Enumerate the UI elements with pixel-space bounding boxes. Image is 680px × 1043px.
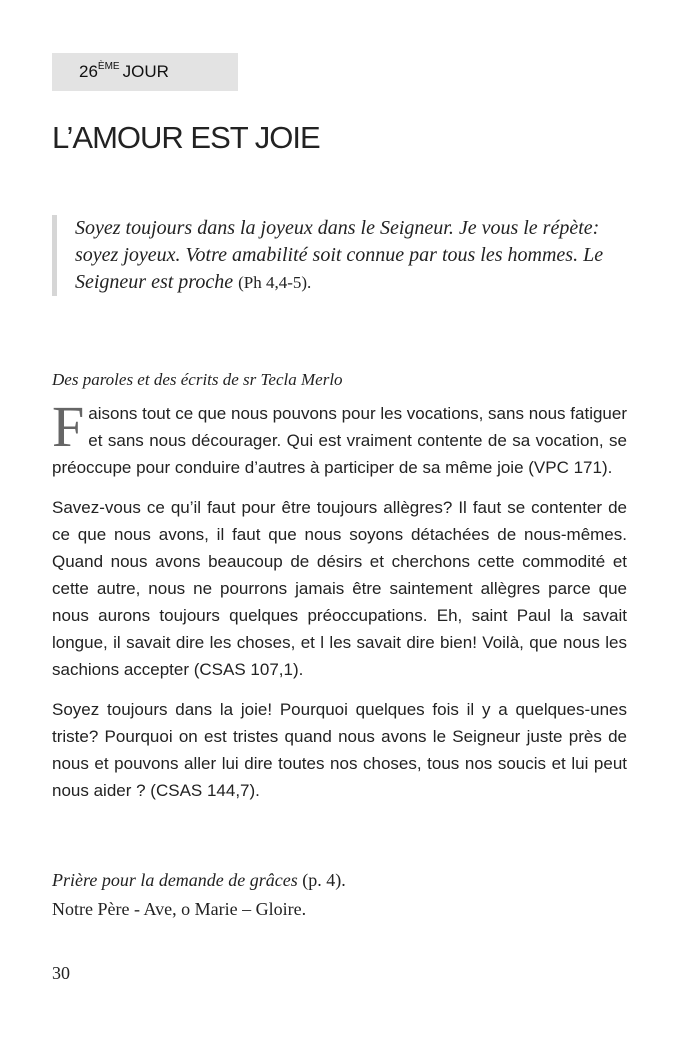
prayer-page-ref: (p. 4). bbox=[297, 870, 346, 890]
prayer-line-2: Notre Père - Ave, o Marie – Gloire. bbox=[52, 899, 307, 919]
prayer-line-1 bbox=[52, 866, 346, 895]
prayer-section bbox=[52, 866, 346, 924]
body-text bbox=[52, 394, 627, 817]
quote-reference: (Ph 4,4-5). bbox=[238, 273, 312, 292]
source-line: Des paroles et des écrits de sr Tecla Merlo bbox=[52, 370, 343, 389]
day-word: JOUR bbox=[122, 62, 169, 81]
prayer-title: Prière pour la demande de grâces bbox=[52, 870, 298, 890]
day-number: 26 bbox=[79, 62, 98, 81]
paragraph-2: Savez-vous ce qu’il faut pour être toujours allègres? Il faut se contenter de ce que nous avons, il faut que nous soyons détachées de nous-mêmes. Quand nous avons beaucoup de désirs et cherchons cette commodité et cette autre, nous ne pourrons jamais être saintement allègres parce que nous aurons toujours quelques préoccupations. Eh, saint Paul la savait longue, il savait dire les choses, et l les savait dire bien! Voilà, que nous les sachions accepter (CSAS 107,1). bbox=[52, 498, 627, 679]
page-title: L’AMOUR EST JOIE bbox=[52, 120, 320, 155]
day-header-box bbox=[52, 53, 238, 91]
quote-text: Soyez toujours dans la joyeux dans le Seigneur. Je vous le répète: soyez joyeux. Votre amabilité soit connue par tous les hommes. Le Seigneur est proche bbox=[75, 217, 604, 293]
paragraph-1-text: aisons tout ce que nous pouvons pour les vocations, sans nous fatiguer et sans nous décourager. Qui est vraiment contente de sa vocation, se préoccupe pour conduire d’autres à participer de sa même joie (VPC 171). bbox=[52, 404, 627, 477]
scripture-quote bbox=[52, 215, 612, 296]
day-suffix: ÈME bbox=[97, 60, 120, 72]
paragraph-1 bbox=[52, 394, 627, 481]
drop-cap: F bbox=[52, 394, 85, 459]
page-number: 30 bbox=[52, 963, 70, 983]
paragraph-3: Soyez toujours dans la joie! Pourquoi quelques fois il y a quelques-unes triste? Pourquoi on est tristes quand nous avons le Seigneur juste près de nous et pouvons aller lui dire toutes nos choses, tous nos soucis et lui peut nous aider ? (CSAS 144,7). bbox=[52, 700, 627, 800]
